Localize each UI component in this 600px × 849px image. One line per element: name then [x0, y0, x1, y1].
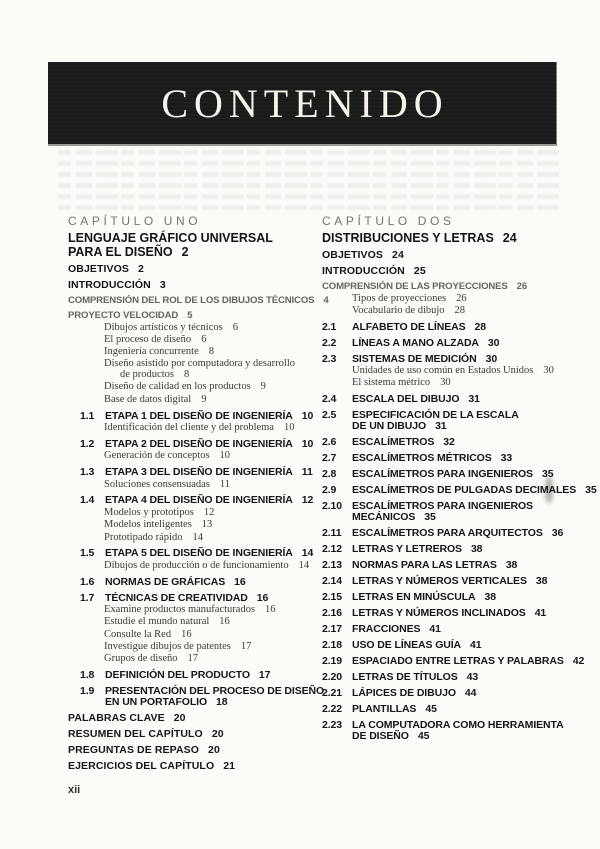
entry-page-number: 8: [183, 369, 190, 381]
entry-page-number: 35: [541, 468, 554, 481]
entry-text: Base de datos digital: [104, 393, 192, 405]
entry-number: 2.18: [322, 639, 343, 652]
entry-page-number: 9: [260, 381, 266, 393]
entry-text: LÍNEAS A MANO ALZADA: [352, 336, 479, 349]
entry-text: PROYECTO VELOCIDAD: [68, 310, 179, 321]
entry-number: 2.16: [322, 607, 343, 620]
entry-page-number: 26: [516, 281, 528, 292]
entry-page-number: 38: [535, 575, 548, 588]
entry-page-number: 10: [301, 409, 314, 422]
toc-entry-numbered: [68, 439, 318, 450]
entry-page-number: 33: [500, 452, 513, 465]
toc-entry-sub: [68, 605, 318, 616]
entry-text: El proceso de diseño: [104, 333, 192, 345]
entry-number: 2.22: [322, 703, 343, 716]
entry-page-number: 41: [470, 639, 482, 652]
toc-entry-title: [322, 231, 572, 245]
contents-title: CONTENIDO: [161, 80, 449, 126]
entry-page-number: 30: [487, 336, 500, 349]
entry-number: 2.19: [322, 655, 343, 668]
entry-page-number: 38: [470, 543, 483, 556]
page-bleedthrough-artifact: [55, 150, 560, 210]
entry-page-number: 12: [301, 494, 314, 507]
entry-page-number: 32: [443, 436, 455, 449]
toc-entry-numbered: [322, 453, 572, 464]
entry-text: PLANTILLAS: [352, 703, 417, 716]
toc-entry-sub: [68, 642, 318, 653]
toc-entry-sub: [68, 359, 318, 381]
entry-text: LETRAS DE TÍTULOS: [352, 671, 458, 684]
entry-number: 2.3: [322, 352, 337, 365]
toc-entry-sub: [68, 395, 318, 406]
entry-text: Consulte la Red: [104, 628, 172, 640]
entry-number: 2.15: [322, 591, 343, 604]
entry-page-number: 17: [258, 669, 271, 682]
entry-page-number: 6: [201, 333, 207, 345]
entry-page-number: 14: [298, 559, 310, 571]
entry-text: El sistema métrico: [352, 377, 431, 389]
entry-text: CAPÍTULO DOS: [322, 214, 455, 228]
entry-text: Dibujos artísticos y técnicos: [104, 321, 223, 333]
entry-text: Tipos de proyecciones: [352, 292, 447, 304]
entry-page-number: 3: [159, 279, 166, 291]
entry-text: Ingeniería concurrente: [104, 346, 199, 358]
entry-page-number: 36: [551, 527, 564, 540]
entry-text: ESCALÍMETROS MÉTRICOS: [352, 452, 492, 465]
entry-number: 2.14: [322, 575, 343, 588]
entry-number: 1.7: [80, 591, 95, 604]
toc-entry-numbered: [322, 484, 597, 497]
entry-text: DE DISEÑO: [352, 730, 409, 743]
toc-entry-numbered: [322, 354, 572, 365]
entry-text: PREGUNTAS DE REPASO: [68, 744, 200, 757]
entry-text: ESCALÍMETROS PARA INGENIEROS: [352, 468, 533, 481]
entry-text: OBJETIVOS: [68, 263, 129, 275]
toc-entry-heading: [68, 729, 318, 740]
entry-number: 2.12: [322, 543, 343, 556]
toc-entry-sub: [68, 451, 318, 462]
toc-entry-numbered: [68, 495, 318, 506]
entry-number: 1.1: [80, 409, 95, 422]
toc-entry-heading: [68, 761, 318, 772]
entry-page-number: 28: [454, 304, 466, 316]
entry-text: COMPRENSIÓN DE LAS PROYECCIONES: [322, 281, 508, 292]
entry-page-number: 17: [187, 653, 198, 665]
toc-entry-sub: [322, 366, 572, 377]
entry-number: 2.11: [322, 527, 342, 540]
entry-page-number: 10: [219, 450, 231, 462]
entry-text: MECÁNICOS: [352, 511, 416, 524]
entry-text: RESUMEN DEL CAPÍTULO: [68, 728, 203, 741]
entry-page-number: 10: [301, 437, 314, 450]
entry-text: Diseño asistido por computadora y desarrollo: [104, 358, 295, 370]
entry-page-number: 26: [456, 292, 467, 304]
entry-number: 2.20: [322, 671, 343, 684]
toc-column-chapter-one: [68, 214, 329, 797]
toc-entry-sub: [322, 378, 572, 389]
toc-entry-sub: [68, 617, 318, 628]
entry-text: OBJETIVOS: [322, 249, 383, 261]
toc-entry-numbered: [68, 685, 325, 709]
entry-text: SISTEMAS DE MEDICIÓN: [352, 352, 477, 365]
entry-text: ESCALÍMETROS: [352, 436, 435, 449]
toc-entry-numbered: [322, 437, 572, 448]
entry-text: LETRAS EN MINÚSCULA: [352, 591, 476, 604]
entry-number: 2.1: [322, 320, 337, 333]
toc-entry-title: [68, 231, 318, 259]
entry-text: PARA EL DISEÑO: [68, 245, 173, 259]
entry-page-number: 25: [413, 265, 426, 277]
entry-text: Modelos y prototipos: [104, 506, 194, 518]
entry-number: 2.10: [322, 500, 343, 513]
toc-entry-numbered: [68, 577, 318, 588]
toc-entry-numbered: [322, 394, 572, 405]
entry-text: LETRAS Y LETREROS: [352, 543, 462, 556]
entry-page-number: 14: [192, 531, 203, 543]
entry-text: ETAPA 4 DEL DISEÑO DE INGENIERÍA: [105, 494, 293, 507]
toc-entry-numbered: [322, 592, 572, 603]
toc-entry-sub: [68, 323, 318, 334]
toc-entry-numbered: [322, 688, 572, 699]
toc-entry-numbered: [68, 548, 318, 559]
entry-text: ESCALA DEL DIBUJO: [352, 393, 460, 406]
toc-entry-numbered: [322, 560, 572, 571]
entry-text: USO DE LÍNEAS GUÍA: [352, 639, 462, 652]
entry-page-number: 30: [543, 365, 554, 377]
entry-number: 1.6: [80, 575, 95, 588]
toc-entry-heading: [322, 250, 572, 261]
entry-text: PRESENTACIÓN DEL PROCESO DE DISEÑO: [105, 685, 325, 698]
entry-text: DEFINICIÓN DEL PRODUCTO: [105, 669, 250, 682]
entry-page-number: 16: [256, 591, 269, 604]
entry-text: LETRAS Y NÚMEROS INCLINADOS: [352, 607, 526, 620]
entry-page-number: 45: [417, 730, 430, 743]
entry-number: 2.5: [322, 409, 337, 422]
entry-text: LÁPICES DE DIBUJO: [352, 687, 456, 700]
entry-number: 2.21: [322, 687, 343, 700]
entry-page-number: 13: [201, 519, 213, 531]
entry-number: 1.5: [80, 547, 95, 560]
entry-page-number: 16: [219, 616, 230, 628]
entry-page-number: 17: [240, 641, 252, 653]
entry-number: 1.9: [80, 685, 95, 698]
entry-text: de productos: [120, 369, 174, 381]
toc-entry-label: [68, 214, 318, 228]
entry-page-number: 5: [187, 310, 193, 321]
toc-entry-heading: [68, 280, 318, 291]
toc-entry-gray: [322, 281, 572, 292]
toc-entry-numbered: [322, 720, 572, 742]
toc-entry-numbered: [322, 624, 572, 635]
toc-entry-numbered: [322, 704, 572, 715]
entry-page-number: 35: [585, 484, 597, 497]
entry-page-number: 11: [219, 478, 230, 490]
entry-text: LA COMPUTADORA COMO HERRAMIENTA: [352, 719, 564, 732]
toc-entry-numbered: [322, 469, 572, 480]
entry-text: Investigue dibujos de patentes: [104, 641, 231, 653]
entry-text: ETAPA 1 DEL DISEÑO DE INGENIERÍA: [105, 409, 293, 422]
entry-page-number: 14: [301, 547, 314, 560]
entry-page-number: 2: [181, 245, 189, 259]
entry-number: 2.8: [322, 468, 337, 481]
entry-number: 1.4: [80, 494, 95, 507]
toc-entry-numbered: [322, 322, 572, 333]
entry-page-number: 21: [223, 760, 236, 773]
entry-text: LENGUAJE GRÁFICO UNIVERSAL: [68, 231, 273, 245]
toc-entry-gray: [68, 295, 329, 306]
entry-text: ALFABETO DE LÍNEAS: [352, 320, 466, 333]
toc-entry-numbered: [322, 640, 572, 651]
toc-entry-sub: [68, 533, 318, 544]
toc-entry-sub: [68, 423, 318, 434]
entry-text: Modelos inteligentes: [104, 519, 192, 531]
entry-text: NORMAS PARA LAS LETRAS: [352, 559, 497, 572]
entry-page-number: 9: [201, 393, 207, 405]
toc-entry-heading: [322, 266, 572, 277]
entry-text: Grupos de diseño: [104, 653, 178, 665]
entry-text: PALABRAS CLAVE: [68, 712, 165, 725]
entry-text: ETAPA 5 DEL DISEÑO DE INGENIERÍA: [105, 547, 293, 560]
entry-number: 2.17: [322, 623, 343, 636]
entry-number: 1.3: [80, 466, 95, 479]
entry-number: 1.2: [80, 437, 95, 450]
entry-number: 2.4: [322, 393, 337, 406]
contents-banner: [48, 62, 557, 146]
entry-page-number: 16: [234, 575, 246, 588]
toc-entry-numbered: [68, 467, 318, 478]
entry-text: FRACCIONES: [352, 623, 421, 636]
toc-entry-numbered: [322, 528, 572, 539]
toc-entry-sub: [68, 508, 318, 519]
entry-text: ESCALÍMETROS DE PULGADAS DECIMALES: [352, 484, 577, 497]
entry-page-number: 24: [392, 249, 404, 261]
entry-number: 2.7: [322, 452, 337, 465]
entry-page-number: 28: [474, 320, 486, 333]
toc-entry-sub: [68, 654, 318, 665]
toc-entry-sub: [68, 347, 318, 358]
toc-column-chapter-two: [322, 214, 597, 743]
entry-text: Prototipado rápido: [104, 531, 183, 543]
folio-page-number: xii: [68, 784, 81, 797]
toc-entry-numbered: [322, 655, 585, 668]
entry-text: ESPACIADO ENTRE LETRAS Y PALABRAS: [352, 655, 564, 668]
entry-page-number: 20: [211, 728, 224, 741]
entry-page-number: 11: [301, 466, 313, 479]
toc-entry-label: [322, 214, 572, 228]
entry-text: ETAPA 3 DEL DISEÑO DE INGENIERÍA: [105, 466, 293, 479]
entry-page-number: 6: [232, 321, 238, 333]
entry-text: ESPECIFICACIÓN DE LA ESCALA: [352, 409, 519, 422]
toc-entry-sub: [68, 561, 318, 572]
toc-entry-sub: [68, 382, 318, 393]
toc-entry-numbered: [68, 593, 318, 604]
toc-entry-numbered: [322, 501, 572, 523]
entry-page-number: 41: [429, 623, 441, 636]
entry-page-number: 10: [283, 422, 295, 434]
entry-page-number: 2: [138, 263, 144, 275]
entry-number: 2.9: [322, 484, 337, 497]
entry-text: Identificación del cliente y del problema: [104, 422, 274, 434]
entry-text: CAPÍTULO UNO: [68, 214, 202, 228]
entry-page-number: 38: [484, 591, 497, 604]
toc-entry-numbered: [322, 544, 572, 555]
entry-page-number: 30: [485, 352, 498, 365]
toc-entry-numbered: [68, 411, 318, 422]
entry-page-number: 16: [181, 628, 192, 640]
toc-entry-numbered: [322, 608, 572, 619]
toc-entry-sub: [322, 294, 572, 305]
entry-page-number: 44: [464, 687, 477, 700]
toc-entry-sub: [68, 335, 318, 346]
toc-entry-heading: [68, 264, 318, 275]
entry-text: NORMAS DE GRÁFICAS: [105, 575, 226, 588]
entry-page-number: 38: [505, 559, 518, 572]
entry-text: Examine productos manufacturados: [104, 604, 256, 616]
entry-page-number: 24: [502, 231, 517, 245]
entry-text: DE UN DIBUJO: [352, 420, 427, 433]
entry-text: Soluciones consensuadas: [104, 478, 210, 490]
entry-text: ESCALÍMETROS PARA INGENIEROS: [352, 500, 533, 513]
entry-page-number: 31: [468, 393, 480, 406]
entry-page-number: 20: [208, 744, 220, 757]
entry-text: Diseño de calidad en los productos: [104, 381, 251, 393]
entry-page-number: 41: [534, 607, 547, 620]
entry-text: TÉCNICAS DE CREATIVIDAD: [105, 591, 248, 604]
toc-entry-numbered: [322, 576, 572, 587]
entry-text: DISTRIBUCIONES Y LETRAS: [322, 231, 494, 245]
entry-number: 2.13: [322, 559, 343, 572]
toc-entry-sub: [68, 630, 318, 641]
entry-page-number: 30: [440, 377, 451, 389]
entry-text: Estudie el mundo natural: [104, 616, 210, 628]
entry-text: Vocabulario de dibujo: [352, 304, 445, 316]
toc-entry-heading: [68, 713, 318, 724]
toc-entry-numbered: [68, 670, 318, 681]
toc-entry-numbered: [322, 410, 572, 432]
entry-page-number: 4: [323, 295, 329, 306]
toc-entry-sub: [322, 306, 572, 317]
entry-page-number: 42: [572, 655, 585, 668]
entry-text: EJERCICIOS DEL CAPÍTULO: [68, 760, 215, 773]
entry-text: ESCALÍMETROS PARA ARQUITECTOS: [352, 527, 543, 540]
entry-text: INTRODUCCIÓN: [68, 279, 151, 291]
toc-entry-sub: [68, 480, 318, 491]
entry-page-number: 35: [424, 511, 436, 524]
entry-text: ETAPA 2 DEL DISEÑO DE INGENIERÍA: [105, 437, 293, 450]
entry-number: 2.23: [322, 719, 343, 732]
entry-page-number: 20: [173, 712, 186, 725]
entry-text: Dibujos de producción o de funcionamiento: [104, 559, 289, 571]
entry-text: EN UN PORTAFOLIO: [105, 696, 208, 709]
toc-entry-sub: [68, 520, 318, 531]
entry-text: LETRAS Y NÚMEROS VERTICALES: [352, 575, 527, 588]
entry-number: 2.2: [322, 336, 337, 349]
entry-text: Generación de conceptos: [104, 450, 210, 462]
entry-page-number: 18: [216, 696, 228, 709]
entry-text: Unidades de uso común en Estados Unidos: [352, 365, 534, 377]
entry-number: 2.6: [322, 436, 337, 449]
toc-entry-gray: [68, 310, 318, 321]
entry-page-number: 12: [203, 506, 215, 518]
toc-entry-heading: [68, 745, 318, 756]
entry-page-number: 43: [466, 671, 479, 684]
entry-text: INTRODUCCIÓN: [322, 265, 405, 277]
toc-entry-numbered: [322, 338, 572, 349]
entry-page-number: 45: [425, 703, 437, 716]
toc-entry-numbered: [322, 672, 572, 683]
entry-number: 1.8: [80, 669, 95, 682]
entry-text: COMPRENSIÓN DEL ROL DE LOS DIBUJOS TÉCNICOS: [68, 295, 315, 306]
entry-page-number: 8: [208, 346, 214, 358]
entry-page-number: 16: [265, 604, 276, 616]
entry-page-number: 31: [435, 420, 447, 433]
